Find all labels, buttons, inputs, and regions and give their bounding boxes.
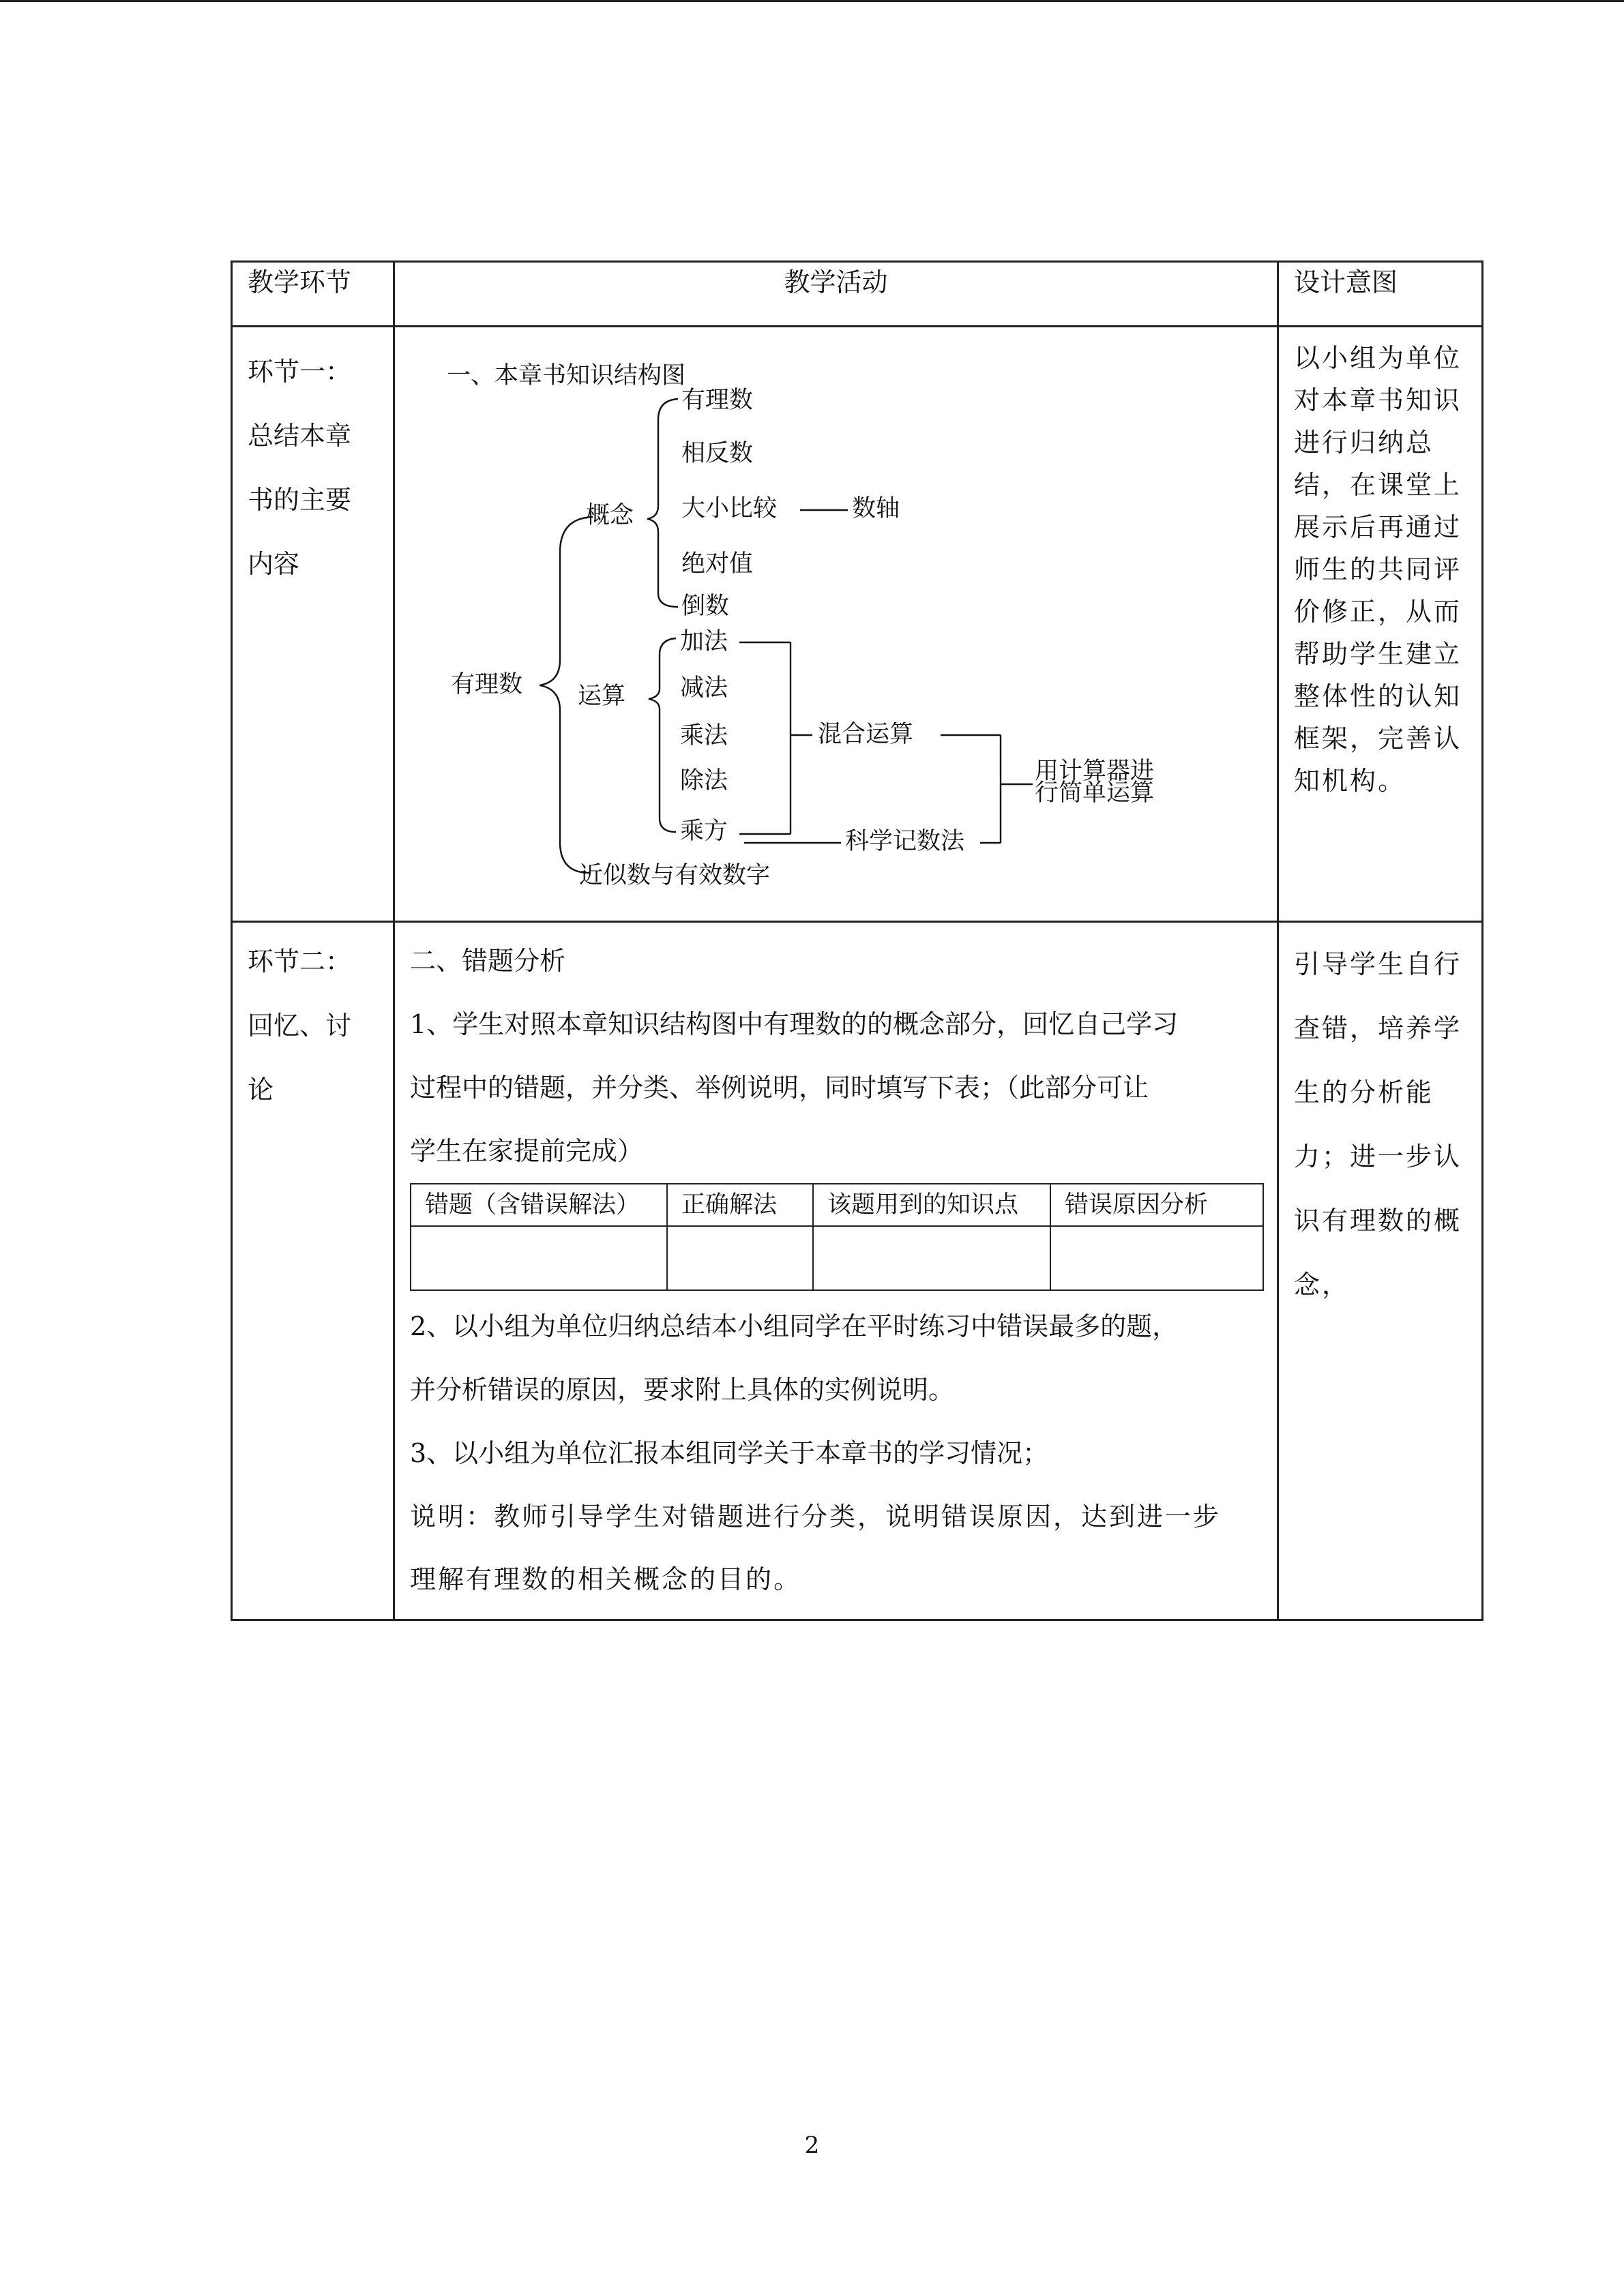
diagram-operations: 运算 bbox=[578, 683, 626, 710]
intent-cell-1 bbox=[1278, 327, 1483, 922]
diagram-calculator-line: 行简单运算 bbox=[1035, 779, 1155, 807]
table-header-row bbox=[232, 262, 1483, 327]
table-row bbox=[232, 922, 1483, 1620]
diagram-operation-item: 加法 bbox=[680, 628, 728, 655]
table-row bbox=[411, 1226, 1263, 1290]
inner-blank-cell[interactable] bbox=[1050, 1226, 1263, 1290]
intent-cell-2 bbox=[1278, 922, 1483, 1620]
stage-line: 环节一： bbox=[248, 357, 352, 387]
knowledge-structure-diagram-cell bbox=[394, 327, 1278, 922]
diagram-mixed-operations: 混合运算 bbox=[818, 721, 914, 748]
diagram-title: 一、本章书知识结构图 bbox=[447, 362, 686, 389]
header-stage: 教学环节 bbox=[232, 262, 394, 327]
stage-line: 书的主要 bbox=[248, 485, 352, 515]
item1-line: 过程中的错题，并分类、举例说明，同时填写下表；（此部分可让 bbox=[410, 1073, 1149, 1103]
diagram-operation-item: 减法 bbox=[680, 674, 728, 702]
intent-line: 整体性的认知 bbox=[1294, 681, 1462, 711]
activity-cell-2 bbox=[394, 922, 1278, 1620]
intent-line: 识有理数的概 bbox=[1294, 1206, 1462, 1236]
inner-header-wrong-problem: 错题（含错误解法） bbox=[411, 1184, 667, 1226]
intent-line: 结，在课堂上 bbox=[1294, 470, 1462, 500]
intent-line: 知机构。 bbox=[1294, 766, 1406, 796]
intent-line: 引导学生自行 bbox=[1294, 949, 1462, 979]
intent-line: 展示后再通过 bbox=[1294, 512, 1462, 542]
inner-header-correct-method: 正确解法 bbox=[667, 1184, 813, 1226]
item3-line: 3、以小组为单位汇报本组同学关于本章书的学习情况； bbox=[410, 1438, 1049, 1468]
stage-line: 环节二： bbox=[248, 946, 352, 976]
intent-line: 师生的共同评 bbox=[1294, 554, 1462, 584]
intent-line: 以小组为单位 bbox=[1294, 343, 1462, 373]
item2-line: 2、以小组为单位归纳总结本小组同学在平时练习中错误最多的题， bbox=[410, 1311, 1179, 1341]
error-analysis-table bbox=[410, 1183, 1264, 1291]
intent-line: 生的分析能 bbox=[1294, 1077, 1434, 1107]
inner-blank-cell[interactable] bbox=[667, 1226, 813, 1290]
section-heading: 二、错题分析 bbox=[410, 946, 566, 976]
stage-cell-1 bbox=[232, 327, 394, 922]
diagram-concept-item: 大小比较 bbox=[681, 495, 778, 522]
inner-blank-cell[interactable] bbox=[411, 1226, 667, 1290]
intent-line: 对本章书知识 bbox=[1294, 385, 1462, 415]
diagram-connectors bbox=[540, 399, 1033, 873]
stage-cell-2 bbox=[232, 922, 394, 1620]
diagram-root: 有理数 bbox=[451, 671, 523, 698]
bracket-operations bbox=[649, 638, 676, 832]
diagram-concept-item: 倒数 bbox=[681, 593, 730, 620]
intent-line: 查错，培养学 bbox=[1294, 1013, 1462, 1043]
diagram-concept-item: 有理数 bbox=[681, 387, 754, 414]
intent-line: 帮助学生建立 bbox=[1294, 639, 1462, 669]
intent-line: 进行归纳总 bbox=[1294, 428, 1434, 458]
diagram-number-line: 数轴 bbox=[852, 495, 900, 522]
bracket-concept bbox=[647, 399, 678, 607]
diagram-concept: 概念 bbox=[586, 502, 634, 529]
inner-blank-cell[interactable] bbox=[813, 1226, 1050, 1290]
item1-line: 1、学生对照本章知识结构图中有理数的的概念部分，回忆自己学习 bbox=[410, 1009, 1179, 1039]
diagram-calculator-line: 用计算器进 bbox=[1035, 758, 1155, 785]
diagram-operation-item: 除法 bbox=[680, 767, 728, 794]
stage-line: 内容 bbox=[248, 549, 300, 579]
inner-header-knowledge-point: 该题用到的知识点 bbox=[813, 1184, 1050, 1226]
page-number: 2 bbox=[804, 2132, 820, 2159]
diagram-operation-item: 乘法 bbox=[680, 722, 728, 749]
diagram-concept-item: 相反数 bbox=[681, 440, 754, 467]
knowledge-structure-diagram bbox=[395, 327, 1279, 921]
intent-line: 框架，完善认 bbox=[1294, 724, 1462, 754]
note-line: 理解有理数的相关概念的目的。 bbox=[410, 1564, 802, 1594]
note-line: 说明：教师引导学生对错题进行分类，说明错误原因，达到进一步 bbox=[410, 1502, 1222, 1532]
stage-line: 论 bbox=[248, 1075, 274, 1105]
header-activity: 教学活动 bbox=[394, 262, 1278, 327]
table-row bbox=[232, 327, 1483, 922]
diagram-scientific-notation: 科学记数法 bbox=[845, 828, 965, 855]
lesson-plan-table bbox=[231, 260, 1483, 1621]
inner-header-error-cause: 错误原因分析 bbox=[1050, 1184, 1263, 1226]
item2-line: 并分析错误的原因，要求附上具体的实例说明。 bbox=[410, 1375, 955, 1405]
diagram-approx: 近似数与有效数字 bbox=[579, 862, 771, 889]
table-row bbox=[411, 1184, 1263, 1226]
intent-line: 价修正，从而 bbox=[1294, 597, 1462, 627]
stage-line: 回忆、讨 bbox=[248, 1011, 352, 1041]
intent-line: 念， bbox=[1294, 1270, 1350, 1300]
header-intent: 设计意图 bbox=[1278, 262, 1483, 327]
intent-line: 力；进一步认 bbox=[1294, 1142, 1462, 1172]
stage-line: 总结本章 bbox=[248, 421, 352, 451]
diagram-concept-item: 绝对值 bbox=[681, 550, 754, 578]
diagram-operation-item: 乘方 bbox=[680, 818, 728, 845]
item1-line: 学生在家提前完成） bbox=[410, 1136, 644, 1166]
